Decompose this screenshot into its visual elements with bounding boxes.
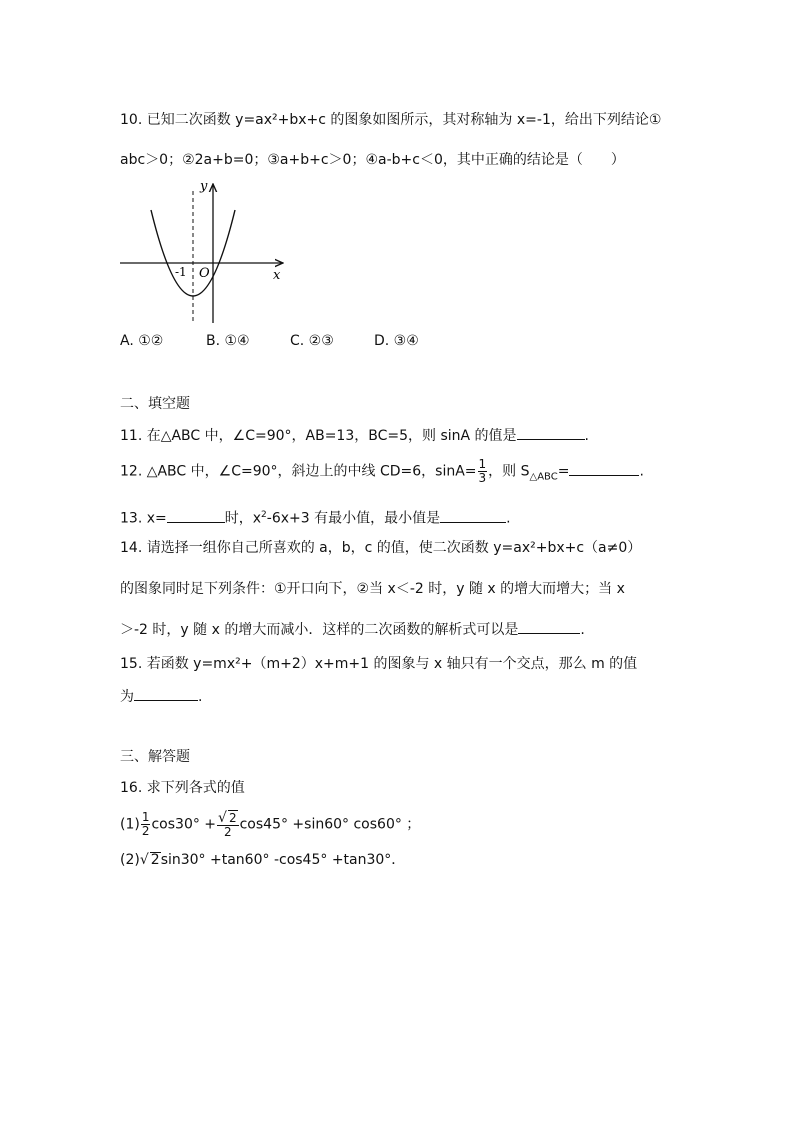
q16-p1-text2: cos45° +sin60° cos60° ； [239, 816, 421, 833]
q16-title: 16. 求下列各式的值 [120, 780, 245, 796]
q11 [120, 425, 589, 446]
option-b[interactable]: B. ①④ [206, 333, 250, 349]
q13-text-b: 时，x [224, 510, 262, 527]
q12-fraction [478, 458, 488, 485]
parabola-graph [118, 176, 298, 326]
q16-p1-fraction1 [141, 811, 151, 838]
minus-one-label: -1 [175, 265, 187, 279]
q11-text: 11. 在△ABC 中，∠C=90°，AB=13，BC=5，则 sinA 的值是 [120, 428, 517, 444]
q14-line3 [120, 619, 585, 640]
q16-p1-text1: cos30° + [151, 816, 217, 833]
q10-text-line2: abc＞0；②2a+b=0；③a+b+c＞0；④a-b+c＜0，其中正确的结论是（ ） [120, 152, 625, 168]
q15-period: . [198, 689, 203, 705]
q13 [120, 505, 511, 529]
q16-p1-f1-den: 2 [141, 824, 150, 838]
x-axis-label: x [273, 268, 281, 283]
q13-period: . [506, 510, 511, 527]
q12 [120, 458, 644, 489]
q12-answer-blank[interactable] [569, 461, 639, 476]
sqrt-symbol: √ [218, 810, 227, 826]
q16-p1-label: (1) [120, 816, 140, 833]
option-a[interactable]: A. ①② [120, 333, 164, 349]
q14-line2: 的图象同时足下列条件：①开口向下，②当 x＜-2 时，y 随 x 的增大而增大；当 x [120, 581, 625, 597]
q15-line2-text: 为 [120, 689, 134, 705]
q12-equals: = [557, 463, 570, 480]
q15-line1: 15. 若函数 y=mx²+（m+2）x+m+1 的图象与 x 轴只有一个交点，那么 m 的值 [120, 656, 638, 672]
q14-line1: 14. 请选择一组你自己所喜欢的 a，b，c 的值，使二次函数 y=ax²+bx+c（a≠0） [120, 540, 642, 556]
q14-line3-text: ＞-2 时，y 随 x 的增大而减小．这样的二次函数的解析式可以是 [120, 622, 519, 638]
q16-p2-text: sin30° +tan60° -cos45° +tan30°． [160, 852, 406, 868]
q10-text-line1: 10. 已知二次函数 y=ax²+bx+c 的图象如图所示，其对称轴为 x=-1，给出下列结论① [120, 112, 662, 128]
q14-period: . [580, 622, 585, 638]
q12-subscript: △ABC [529, 471, 558, 483]
q15-line2 [120, 686, 202, 707]
q16-part2 [120, 850, 405, 870]
q15-answer-blank[interactable] [134, 686, 198, 701]
q13-sup: 2 [261, 510, 267, 520]
q12-frac-num: 1 [478, 457, 487, 471]
q10-options [120, 331, 419, 351]
option-c[interactable]: C. ②③ [290, 333, 334, 349]
section-2-heading: 二、填空题 [120, 396, 190, 412]
q11-answer-blank[interactable] [517, 425, 585, 440]
q16-p1-fraction2 [217, 810, 239, 839]
q13-blank-min[interactable] [440, 508, 506, 523]
q16-p2-radicand: 2 [150, 852, 160, 868]
q13-text-a: 13. x= [120, 510, 167, 527]
q13-text-c: -6x+3 有最小值，最小值是 [266, 510, 441, 527]
q16-p1-f2-den: 2 [224, 825, 232, 839]
q12-text: 12. △ABC 中，∠C=90°，斜边上的中线 CD=6，sinA= [120, 463, 477, 480]
q12-frac-den: 3 [478, 471, 487, 485]
option-d[interactable]: D. ③④ [374, 333, 419, 349]
q16-p1-f2-radicand: 2 [228, 811, 237, 825]
sqrt-symbol: √ [139, 852, 149, 868]
origin-label: O [199, 266, 210, 281]
q16-part1 [120, 810, 420, 839]
q13-blank-x[interactable] [167, 508, 225, 523]
q16-p1-f2-num [217, 810, 239, 826]
q11-period: . [584, 428, 589, 444]
q14-answer-blank[interactable] [518, 619, 580, 634]
y-axis-label: y [200, 179, 208, 194]
q12-period: . [639, 463, 644, 480]
q16-p1-f1-num: 1 [141, 810, 150, 824]
q16-p2-label: (2) [120, 852, 140, 868]
section-3-heading: 三、解答题 [120, 749, 190, 765]
q12-text-mid: ，则 S [488, 463, 530, 480]
